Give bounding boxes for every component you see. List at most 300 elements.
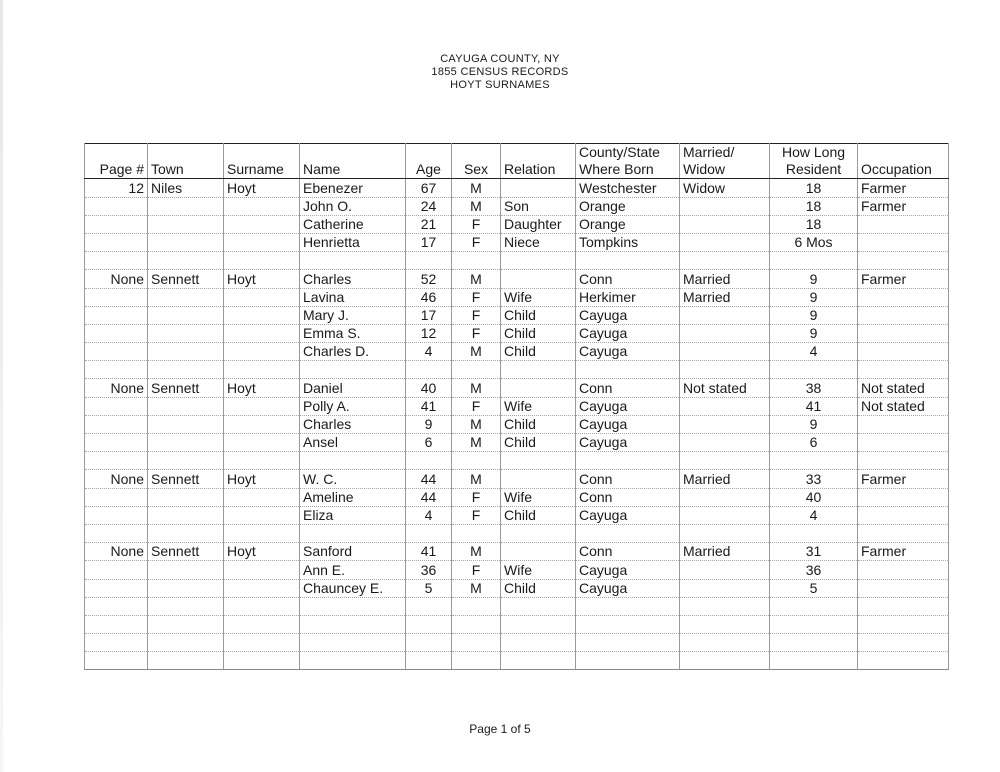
cell-town	[148, 434, 224, 452]
cell-surname	[224, 343, 300, 361]
cell-occupation	[858, 361, 949, 379]
cell-page	[85, 524, 148, 542]
cell-surname	[224, 144, 300, 162]
cell-surname: Hoyt	[224, 379, 300, 397]
cell-married-widow	[680, 343, 770, 361]
table-row	[85, 197, 949, 215]
cell-married-widow	[680, 452, 770, 470]
census-table	[84, 143, 949, 670]
cell-age: 36	[406, 561, 452, 579]
cell-town	[148, 415, 224, 433]
cell-where-born: Cayuga	[576, 506, 680, 524]
cell-age	[406, 634, 452, 652]
cell-how-long-resident	[770, 452, 858, 470]
cell-relation: Wife	[501, 488, 576, 506]
cell-where-born	[576, 634, 680, 652]
cell-how-long-resident: 40	[770, 488, 858, 506]
cell-where-born: Cayuga	[576, 343, 680, 361]
cell-page	[85, 634, 148, 652]
cell-where-born: Westchester	[576, 179, 680, 197]
cell-page	[85, 434, 148, 452]
header-row	[85, 161, 949, 179]
cell-sex: F	[452, 306, 501, 324]
cell-sex: F	[452, 233, 501, 251]
cell-occupation	[858, 252, 949, 270]
cell-how-long-resident: 4	[770, 343, 858, 361]
cell-surname	[224, 634, 300, 652]
cell-name: John O.	[300, 197, 406, 215]
cell-town	[148, 252, 224, 270]
cell-name: Charles	[300, 415, 406, 433]
cell-town	[148, 579, 224, 597]
cell-married-widow	[680, 488, 770, 506]
cell-sex: M	[452, 379, 501, 397]
cell-relation: Child	[501, 415, 576, 433]
cell-surname: Hoyt	[224, 179, 300, 197]
cell-surname	[224, 561, 300, 579]
cell-occupation	[858, 597, 949, 615]
cell-where-born: Cayuga	[576, 415, 680, 433]
cell-sex	[452, 524, 501, 542]
cell-where-born	[576, 597, 680, 615]
table-row	[85, 415, 949, 433]
cell-surname: Hoyt	[224, 270, 300, 288]
cell-relation: Child	[501, 324, 576, 342]
table-row	[85, 215, 949, 233]
cell-where-born: Cayuga	[576, 561, 680, 579]
cell-name: Eliza	[300, 506, 406, 524]
cell-page	[85, 397, 148, 415]
cell-sex: M	[452, 343, 501, 361]
cell-town	[148, 233, 224, 251]
cell-page	[85, 215, 148, 233]
cell-how-long-resident: 6 Mos	[770, 233, 858, 251]
cell-relation	[501, 634, 576, 652]
cell-age: 41	[406, 543, 452, 561]
cell-name	[300, 652, 406, 670]
cell-name	[300, 634, 406, 652]
cell-name	[300, 524, 406, 542]
cell-how-long-resident: 9	[770, 270, 858, 288]
cell-married-widow: Married	[680, 288, 770, 306]
table-row	[85, 579, 949, 597]
cell-relation: Child	[501, 506, 576, 524]
cell-town	[148, 634, 224, 652]
cell-name	[300, 361, 406, 379]
cell-how-long-resident: 5	[770, 579, 858, 597]
cell-occupation	[858, 579, 949, 597]
cell-where-born: Tompkins	[576, 233, 680, 251]
cell-married-widow	[680, 434, 770, 452]
document-title	[0, 53, 1000, 92]
cell-relation: Wife	[501, 288, 576, 306]
cell-where-born	[576, 524, 680, 542]
cell-married-widow: Married	[680, 543, 770, 561]
cell-surname	[224, 452, 300, 470]
cell-page	[85, 506, 148, 524]
cell-relation: Child	[501, 306, 576, 324]
cell-age: 41	[406, 397, 452, 415]
cell-name	[300, 452, 406, 470]
cell-occupation: Not stated	[858, 379, 949, 397]
table-row	[85, 561, 949, 579]
cell-age	[406, 524, 452, 542]
cell-occupation	[858, 288, 949, 306]
cell-age	[406, 252, 452, 270]
cell-town: Sennett	[148, 470, 224, 488]
cell-married-widow	[680, 561, 770, 579]
cell-sex: F	[452, 288, 501, 306]
cell-relation	[501, 361, 576, 379]
cell-sex: M	[452, 434, 501, 452]
cell-occupation: Farmer	[858, 470, 949, 488]
cell-occupation	[858, 324, 949, 342]
cell-occupation	[858, 306, 949, 324]
cell-name: Ameline	[300, 488, 406, 506]
cell-how-long-resident: 33	[770, 470, 858, 488]
cell-occupation	[858, 233, 949, 251]
table-row	[85, 379, 949, 397]
cell-relation	[501, 597, 576, 615]
cell-surname: Hoyt	[224, 543, 300, 561]
table-row	[85, 652, 949, 670]
cell-where-born: Conn	[576, 270, 680, 288]
table-row	[85, 288, 949, 306]
cell-name: Catherine	[300, 215, 406, 233]
cell-town: Sennett	[148, 270, 224, 288]
cell-married-widow: Widow	[680, 179, 770, 197]
cell-how-long-resident: 18	[770, 215, 858, 233]
cell-page	[85, 324, 148, 342]
table-row	[85, 306, 949, 324]
cell-page	[85, 452, 148, 470]
table-row	[85, 597, 949, 615]
cell-surname	[224, 524, 300, 542]
cell-occupation	[858, 506, 949, 524]
cell-relation	[501, 470, 576, 488]
cell-page	[85, 252, 148, 270]
cell-how-long-resident	[770, 252, 858, 270]
cell-surname	[224, 579, 300, 597]
cell-where-born	[576, 252, 680, 270]
cell-how-long-resident	[770, 652, 858, 670]
cell-married-widow	[680, 215, 770, 233]
cell-married-widow: Married	[680, 270, 770, 288]
cell-name	[300, 144, 406, 162]
cell-married-widow: Widow	[680, 161, 770, 179]
cell-page	[85, 579, 148, 597]
cell-how-long-resident: 9	[770, 288, 858, 306]
cell-occupation: Farmer	[858, 197, 949, 215]
cell-relation	[501, 270, 576, 288]
cell-how-long-resident: 9	[770, 324, 858, 342]
header-row-top	[85, 144, 949, 162]
cell-occupation	[858, 144, 949, 162]
cell-sex	[452, 361, 501, 379]
cell-sex: M	[452, 415, 501, 433]
cell-married-widow	[680, 324, 770, 342]
cell-relation	[501, 652, 576, 670]
title-line-county: CAYUGA COUNTY, NY	[440, 53, 560, 65]
cell-page: None	[85, 470, 148, 488]
cell-occupation	[858, 343, 949, 361]
cell-relation	[501, 179, 576, 197]
cell-married-widow	[680, 233, 770, 251]
cell-relation: Niece	[501, 233, 576, 251]
cell-where-born: Conn	[576, 488, 680, 506]
cell-name: Ansel	[300, 434, 406, 452]
cell-town	[148, 144, 224, 162]
title-line-census: 1855 CENSUS RECORDS	[431, 66, 569, 78]
cell-relation: Child	[501, 343, 576, 361]
cell-name: Daniel	[300, 379, 406, 397]
cell-where-born: Conn	[576, 470, 680, 488]
cell-town	[148, 361, 224, 379]
cell-where-born	[576, 361, 680, 379]
cell-age: 12	[406, 324, 452, 342]
cell-occupation: Occupation	[858, 161, 949, 179]
cell-how-long-resident	[770, 597, 858, 615]
cell-married-widow	[680, 579, 770, 597]
cell-surname	[224, 415, 300, 433]
cell-relation	[501, 144, 576, 162]
cell-sex	[452, 144, 501, 162]
cell-page	[85, 343, 148, 361]
cell-name: Mary J.	[300, 306, 406, 324]
cell-age: 46	[406, 288, 452, 306]
table-row	[85, 524, 949, 542]
cell-occupation: Not stated	[858, 397, 949, 415]
cell-occupation	[858, 615, 949, 633]
cell-occupation: Farmer	[858, 543, 949, 561]
cell-name: Sanford	[300, 543, 406, 561]
table-row	[85, 397, 949, 415]
cell-age: 21	[406, 215, 452, 233]
cell-page: None	[85, 543, 148, 561]
cell-married-widow	[680, 415, 770, 433]
cell-relation: Son	[501, 197, 576, 215]
cell-town	[148, 288, 224, 306]
cell-town: Sennett	[148, 543, 224, 561]
cell-surname	[224, 652, 300, 670]
cell-sex: F	[452, 324, 501, 342]
table-row	[85, 343, 949, 361]
cell-married-widow	[680, 524, 770, 542]
cell-occupation: Farmer	[858, 179, 949, 197]
cell-page	[85, 288, 148, 306]
cell-name: Charles D.	[300, 343, 406, 361]
table-row	[85, 324, 949, 342]
cell-page	[85, 561, 148, 579]
cell-town	[148, 524, 224, 542]
cell-page	[85, 415, 148, 433]
cell-surname	[224, 361, 300, 379]
table-row	[85, 488, 949, 506]
cell-name: Ann E.	[300, 561, 406, 579]
table-row	[85, 434, 949, 452]
cell-surname	[224, 488, 300, 506]
table-row	[85, 252, 949, 270]
cell-married-widow	[680, 615, 770, 633]
cell-town	[148, 652, 224, 670]
cell-where-born	[576, 652, 680, 670]
cell-sex: F	[452, 561, 501, 579]
cell-page: Page #	[85, 161, 148, 179]
cell-name: Name	[300, 161, 406, 179]
cell-page	[85, 488, 148, 506]
cell-town	[148, 343, 224, 361]
cell-where-born: Cayuga	[576, 397, 680, 415]
cell-name: Polly A.	[300, 397, 406, 415]
cell-occupation	[858, 652, 949, 670]
cell-occupation	[858, 561, 949, 579]
cell-how-long-resident	[770, 634, 858, 652]
cell-sex: F	[452, 215, 501, 233]
cell-relation: Daughter	[501, 215, 576, 233]
cell-age	[406, 144, 452, 162]
cell-town	[148, 215, 224, 233]
cell-surname	[224, 215, 300, 233]
cell-page	[85, 144, 148, 162]
cell-age: 4	[406, 343, 452, 361]
cell-age: 24	[406, 197, 452, 215]
table-row	[85, 615, 949, 633]
cell-name: Ebenezer	[300, 179, 406, 197]
cell-town	[148, 506, 224, 524]
cell-town	[148, 197, 224, 215]
cell-town	[148, 615, 224, 633]
cell-town	[148, 452, 224, 470]
cell-page	[85, 306, 148, 324]
cell-occupation	[858, 488, 949, 506]
cell-name: Chauncey E.	[300, 579, 406, 597]
cell-married-widow	[680, 506, 770, 524]
cell-surname	[224, 324, 300, 342]
cell-married-widow	[680, 197, 770, 215]
cell-age: 44	[406, 470, 452, 488]
cell-how-long-resident: 18	[770, 197, 858, 215]
cell-page	[85, 652, 148, 670]
cell-how-long-resident: 9	[770, 415, 858, 433]
cell-age: 4	[406, 506, 452, 524]
cell-age: Age	[406, 161, 452, 179]
cell-married-widow	[680, 634, 770, 652]
cell-occupation	[858, 215, 949, 233]
cell-married-widow	[680, 361, 770, 379]
cell-how-long-resident	[770, 615, 858, 633]
cell-married-widow: Married/	[680, 144, 770, 162]
cell-age	[406, 597, 452, 615]
cell-age	[406, 361, 452, 379]
table-row	[85, 634, 949, 652]
cell-name: W. C.	[300, 470, 406, 488]
cell-how-long-resident: 6	[770, 434, 858, 452]
cell-occupation	[858, 524, 949, 542]
scan-edge	[0, 0, 3, 772]
cell-how-long-resident: 38	[770, 379, 858, 397]
table-row	[85, 233, 949, 251]
cell-where-born: Cayuga	[576, 579, 680, 597]
cell-where-born: Orange	[576, 215, 680, 233]
cell-surname	[224, 397, 300, 415]
cell-age	[406, 452, 452, 470]
cell-married-widow	[680, 252, 770, 270]
cell-sex: M	[452, 197, 501, 215]
cell-how-long-resident: 18	[770, 179, 858, 197]
cell-name	[300, 597, 406, 615]
cell-page	[85, 233, 148, 251]
cell-sex	[452, 652, 501, 670]
cell-how-long-resident	[770, 361, 858, 379]
cell-age: 17	[406, 233, 452, 251]
cell-sex: M	[452, 179, 501, 197]
cell-relation	[501, 452, 576, 470]
cell-sex	[452, 615, 501, 633]
cell-age	[406, 652, 452, 670]
cell-relation: Wife	[501, 561, 576, 579]
cell-sex: M	[452, 543, 501, 561]
table-row	[85, 452, 949, 470]
cell-occupation	[858, 434, 949, 452]
cell-relation	[501, 524, 576, 542]
cell-surname	[224, 288, 300, 306]
cell-town: Niles	[148, 179, 224, 197]
cell-where-born: Orange	[576, 197, 680, 215]
cell-age: 17	[406, 306, 452, 324]
table-row	[85, 506, 949, 524]
cell-age: 44	[406, 488, 452, 506]
cell-age: 52	[406, 270, 452, 288]
cell-age: 6	[406, 434, 452, 452]
table-row	[85, 543, 949, 561]
cell-occupation	[858, 634, 949, 652]
table-row	[85, 179, 949, 197]
cell-sex: M	[452, 270, 501, 288]
cell-town	[148, 397, 224, 415]
cell-surname: Hoyt	[224, 470, 300, 488]
cell-page: 12	[85, 179, 148, 197]
table-row	[85, 470, 949, 488]
table-row	[85, 361, 949, 379]
cell-surname	[224, 434, 300, 452]
cell-how-long-resident: 36	[770, 561, 858, 579]
cell-name: Henrietta	[300, 233, 406, 251]
page-number: Page 1 of 5	[469, 722, 531, 736]
cell-age: 9	[406, 415, 452, 433]
cell-surname	[224, 233, 300, 251]
cell-married-widow	[680, 306, 770, 324]
cell-surname	[224, 506, 300, 524]
cell-married-widow: Married	[680, 470, 770, 488]
cell-married-widow: Not stated	[680, 379, 770, 397]
cell-sex	[452, 252, 501, 270]
cell-how-long-resident: 9	[770, 306, 858, 324]
cell-sex: M	[452, 470, 501, 488]
cell-where-born: Where Born	[576, 161, 680, 179]
cell-how-long-resident: 31	[770, 543, 858, 561]
cell-page	[85, 361, 148, 379]
cell-how-long-resident: How Long	[770, 144, 858, 162]
cell-where-born: Conn	[576, 379, 680, 397]
cell-page: None	[85, 379, 148, 397]
cell-where-born: Conn	[576, 543, 680, 561]
cell-town	[148, 306, 224, 324]
cell-relation	[501, 252, 576, 270]
cell-town: Sennett	[148, 379, 224, 397]
cell-sex: F	[452, 506, 501, 524]
cell-relation	[501, 379, 576, 397]
cell-name: Emma S.	[300, 324, 406, 342]
